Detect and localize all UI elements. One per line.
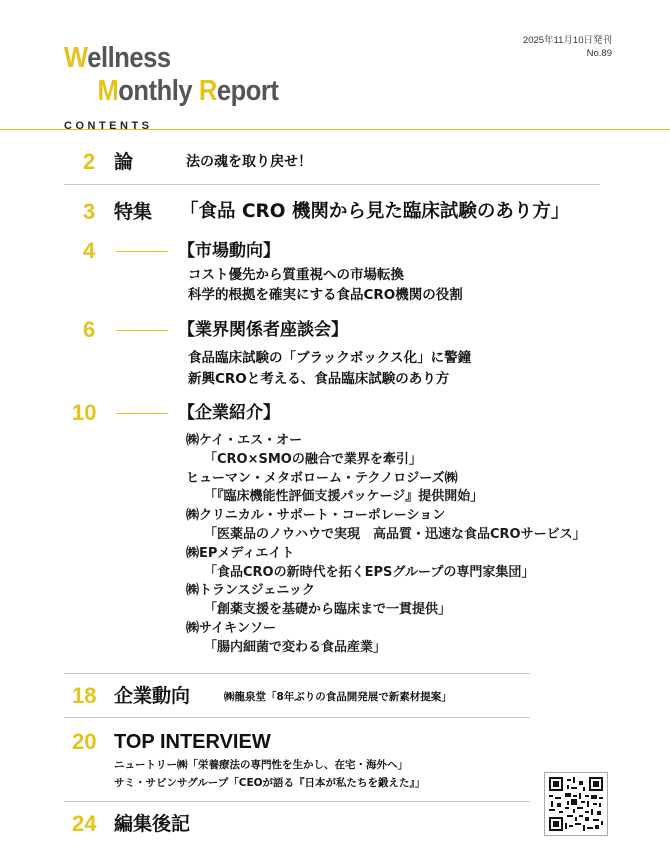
company-tagline: 「CRO×SMOの融合で業界を牽引」 bbox=[204, 451, 422, 467]
page-number-6: 6 bbox=[83, 317, 96, 342]
market-line-1: コスト優先から質重視への市場転換 bbox=[188, 267, 404, 283]
company-tagline: 「食品CROの新時代を拓くEPSグループの専門家集団」 bbox=[204, 564, 535, 580]
divider bbox=[64, 184, 600, 185]
interview-line-1: ニュートリー㈱「栄養療法の専門性を生かし、在宅・海外へ」 bbox=[114, 759, 408, 771]
company-name: ㈱ケイ・エス・オー bbox=[186, 433, 303, 448]
contents-rule bbox=[0, 129, 670, 130]
page-number-2: 2 bbox=[83, 149, 96, 174]
divider bbox=[64, 801, 530, 802]
section-label-trends: 企業動向 bbox=[114, 685, 191, 707]
market-line-2: 科学的根拠を確実にする食品CRO機関の役割 bbox=[188, 287, 463, 303]
company-item bbox=[186, 582, 586, 620]
section-heading-market: 【市場動向】 bbox=[178, 241, 280, 261]
company-name: ㈱トランスジェニック bbox=[186, 583, 315, 599]
section-label-editorial: 編集後記 bbox=[114, 813, 191, 835]
issue-date: 2025年11月10日発刊 bbox=[522, 35, 612, 46]
divider bbox=[64, 673, 530, 674]
contents-heading: CONTENTS bbox=[64, 120, 153, 132]
page-number-10: 10 bbox=[72, 400, 97, 425]
section-title-ron: 法の魂を取り戻せ！ bbox=[186, 154, 312, 170]
company-tagline: 「『臨床機能性評価支援パッケージ』提供開始」 bbox=[204, 489, 484, 505]
company-name: ㈱クリニカル・サポート・コーポレーション bbox=[186, 508, 446, 524]
section-heading-roundtable: 【業界関係者座談会】 bbox=[178, 320, 348, 340]
company-item bbox=[186, 620, 586, 658]
company-tagline: 「腸内細菌で変わる食品産業」 bbox=[204, 639, 387, 655]
company-name: ㈱EPメディエイト bbox=[186, 545, 295, 561]
leader-line bbox=[116, 413, 168, 414]
magazine-logo: Wellness Monthly Report bbox=[64, 42, 279, 107]
page-number-18: 18 bbox=[72, 683, 97, 708]
page-number-4: 4 bbox=[83, 238, 96, 263]
company-name: ㈱サイキンソー bbox=[186, 620, 276, 636]
qr-code-icon bbox=[544, 772, 608, 836]
page-number-24: 24 bbox=[72, 811, 97, 836]
leader-line bbox=[116, 330, 168, 331]
company-tagline: 「医薬品のノウハウで実現 高品質・迅速な食品CROサービス」 bbox=[204, 526, 586, 542]
company-name: ヒューマン・メタボローム・テクノロジーズ㈱ bbox=[186, 470, 458, 486]
company-item bbox=[186, 545, 586, 583]
page-number-20: 20 bbox=[72, 729, 97, 754]
section-label-interview: TOP INTERVIEW bbox=[114, 731, 271, 753]
company-list bbox=[186, 432, 586, 658]
section-heading-companies: 【企業紹介】 bbox=[178, 403, 280, 423]
roundtable-line-1: 食品臨床試験の「ブラックボックス化」に警鐘 bbox=[188, 350, 472, 366]
company-item bbox=[186, 432, 586, 470]
company-item bbox=[186, 470, 586, 508]
page-number-3: 3 bbox=[83, 199, 96, 224]
divider bbox=[64, 717, 530, 718]
company-item bbox=[186, 507, 586, 545]
section-label-ron: 論 bbox=[114, 151, 134, 173]
leader-line bbox=[116, 251, 168, 252]
roundtable-line-2: 新興CROと考える、食品臨床試験のあり方 bbox=[188, 371, 450, 387]
issue-number: No.89 bbox=[586, 48, 612, 59]
section-label-tokushu: 特集 bbox=[114, 201, 153, 223]
trends-detail: ㈱龍泉堂「8年ぶりの食品開発展で新素材提案」 bbox=[224, 691, 452, 703]
company-tagline: 「創薬支援を基礎から臨床まで一貫提供」 bbox=[204, 602, 452, 618]
issue-info bbox=[523, 34, 612, 60]
feature-title: 「食品 CRO 機関から見た臨床試験のあり方」 bbox=[180, 201, 570, 222]
interview-line-2: サミ・サビンサグループ「CEOが語る『日本が私たちを鍛えた』」 bbox=[114, 777, 426, 789]
